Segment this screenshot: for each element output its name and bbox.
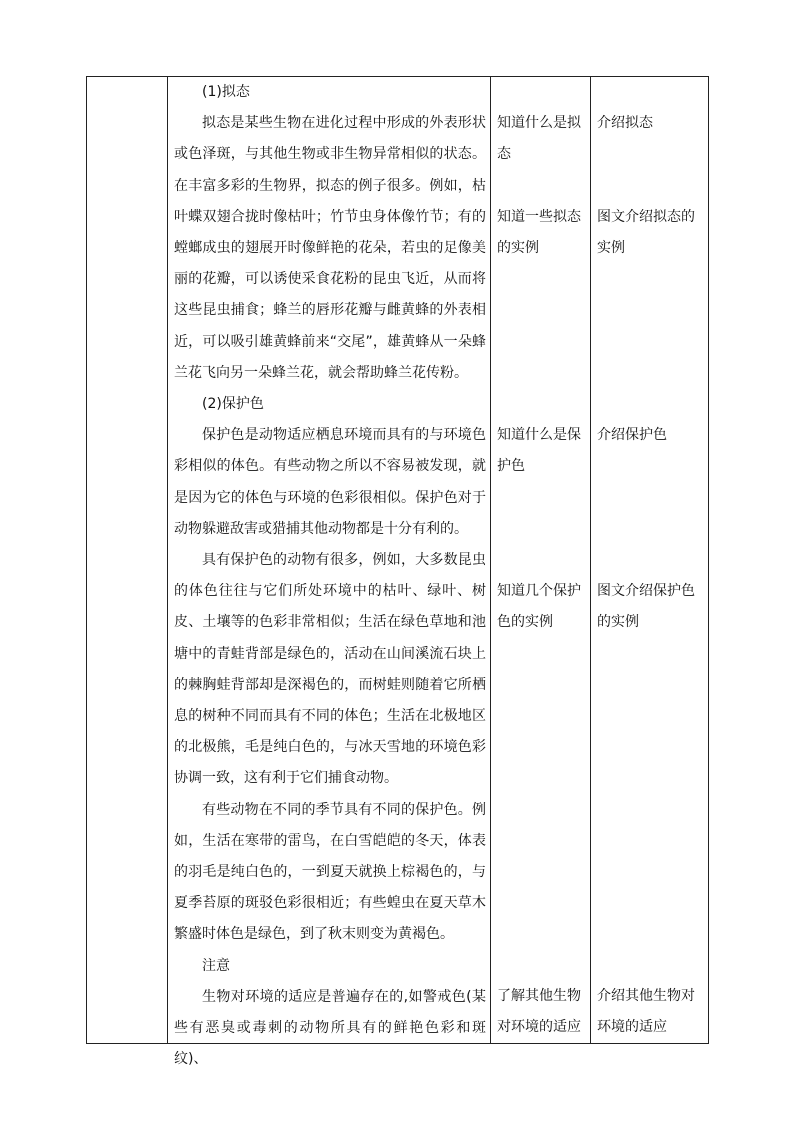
paragraph-adaptation: 生物对环境的适应是普遍存在的,如警戒色(某些有恶臭或毒刺的动物所具有的鲜艳色彩和斑纹)、 — [174, 988, 486, 1068]
blank-cell — [87, 77, 168, 1044]
table-row — [87, 77, 709, 1044]
heading-mimicry: (1)拟态 — [202, 84, 250, 100]
heading-protective-color: (2)保护色 — [202, 396, 264, 413]
heading-note: 注意 — [202, 957, 230, 974]
activity-item: 介绍其他生物对环境的适应 — [597, 988, 695, 1036]
content-cell — [168, 77, 491, 1068]
paragraph-protective-color-definition: 保护色是动物适应栖息环境而具有的与环境色彩相似的体色。有些动物之所以不容易被发现，就是因为它的体色与环境的色彩很相似。保护色对于动物躲避敌害或猎捕其他动物都是十分有利的。 — [174, 427, 486, 537]
paragraph-mimicry: 拟态是某些生物在进化过程中形成的外表形状或色泽斑，与其他生物或非生物异常相似的状态。在丰富多彩的生物界，拟态的例子很多。例如，枯叶蝶双翅合拢时像枯叶；竹节虫身体像竹节；有的螳螂成虫的翅展开时像鲜艳的花朵，若虫的足像美丽的花瓣，可以诱使采食花粉的昆虫飞近，从而将这些昆虫捕食；蜂兰的唇形花瓣与雌黄蜂的外表相近，可以吸引雄黄蜂前来“交尾”，雄黄蜂从一朵蜂兰花飞向另一朵蜂兰花，就会帮助蜂兰花传粉。 — [174, 115, 486, 381]
activity-item: 介绍保护色 — [597, 427, 667, 443]
goal-item: 了解其他生物对环境的适应 — [497, 988, 581, 1036]
goal-item: 知道几个保护色的实例 — [497, 583, 581, 631]
goals-cell — [491, 77, 591, 1044]
activity-item: 图文介绍拟态的实例 — [597, 209, 695, 257]
activity-item: 图文介绍保护色的实例 — [597, 583, 695, 631]
paragraph-seasonal-protective-color: 有些动物在不同的季节具有不同的保护色。例如，生活在寒带的雷鸟，在白雪皑皑的冬天，体表的羽毛是纯白色的，一到夏天就换上棕褐色的，与夏季苔原的斑驳色彩很相近；有些蝗虫在夏天草木繁盛时体色是绿色，到了秋末则变为黄褐色。 — [174, 801, 486, 943]
lesson-table — [86, 76, 709, 1068]
activity-item: 介绍拟态 — [597, 115, 653, 131]
goal-item: 知道什么是保护色 — [497, 427, 581, 475]
goal-item: 知道什么是拟态 — [497, 115, 581, 163]
activities-cell — [591, 77, 709, 1044]
paragraph-protective-color-examples: 具有保护色的动物有很多，例如，大多数昆虫的体色往往与它们所处环境中的枯叶、绿叶、树皮、土壤等的色彩非常相似；生活在绿色草地和池塘中的青蛙背部是绿色的，活动在山间溪流石块上的棘胸蛙背部却是深褐色的，而树蛙则随着它所栖息的树种不同而具有不同的体色；生活在北极地区的北极熊，毛是纯白色的，与冰天雪地的环境色彩协调一致，这有利于它们捕食动物。 — [174, 552, 486, 787]
goal-item: 知道一些拟态的实例 — [497, 209, 581, 257]
